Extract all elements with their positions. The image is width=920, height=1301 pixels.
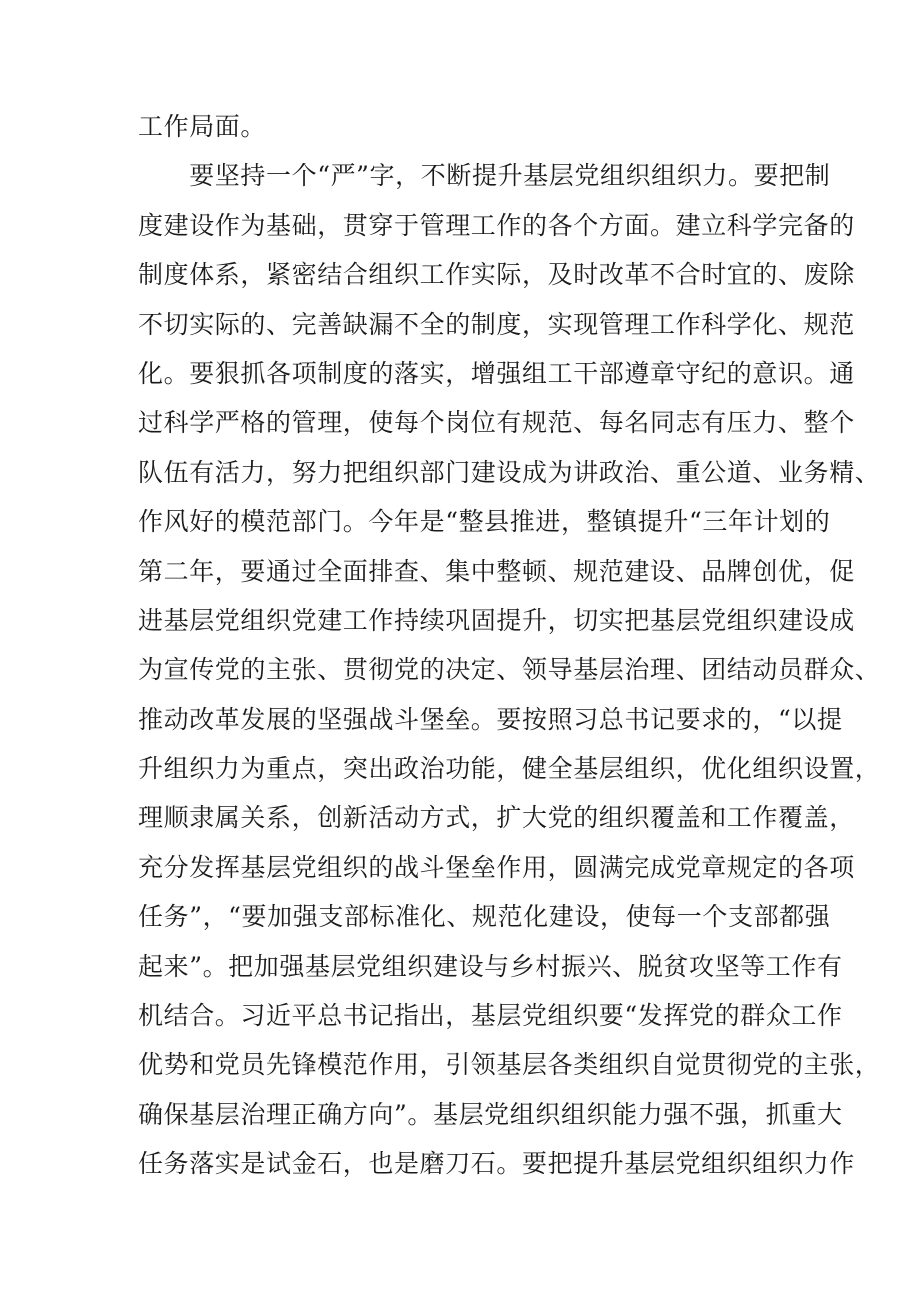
text-line: 要坚持一个“严”字，不断提升基层党组织组织力。要把制 — [138, 161, 831, 191]
text-line: 起来”。把加强基层党组织建设与乡村振兴、脱贫攻坚等工作有 — [138, 951, 843, 981]
body-text — [138, 102, 881, 1189]
text-line: 优势和党员先锋模范作用，引领基层各类组织自觉贯彻党的主张， — [138, 1050, 881, 1080]
text-line: 推动改革发展的坚强战斗堡垒。要按照习总书记要求的，“以提 — [138, 704, 843, 734]
text-line: 机结合。习近平总书记指出，基层党组织要“发挥党的群众工作 — [138, 1001, 843, 1031]
text-line: 充分发挥基层党组织的战斗堡垒作用，圆满完成党章规定的各项 — [138, 852, 855, 882]
text-line: 升组织力为重点，突出政治功能，健全基层组织，优化组织设置， — [138, 754, 881, 784]
text-line: 第二年，要通过全面排查、集中整顿、规范建设、品牌创优，促 — [138, 556, 855, 586]
text-line: 理顺隶属关系，创新活动方式，扩大党的组织覆盖和工作覆盖， — [138, 803, 855, 833]
text-line: 确保基层治理正确方向”。基层党组织组织能力强不强，抓重大 — [138, 1099, 843, 1129]
text-line: 制度体系，紧密结合组织工作实际，及时改革不合时宜的、废除 — [138, 260, 855, 290]
text-line: 任务”，“要加强支部标准化、规范化建设，使每一个支部都强 — [138, 902, 831, 932]
text-line: 化。要狠抓各项制度的落实，增强组工干部遵章守纪的意识。通 — [138, 358, 855, 388]
text-line: 过科学严格的管理，使每个岗位有规范、每名同志有压力、整个 — [138, 408, 855, 438]
text-line: 工作局面。 — [138, 112, 267, 141]
text-line: 作风好的模范部门。今年是“整县推进，整镇提升“三年计划的 — [138, 507, 831, 537]
text-line: 队伍有活力，努力把组织部门建设成为讲政治、重公道、业务精、 — [138, 457, 881, 487]
text-line: 进基层党组织党建工作持续巩固提升，切实把基层党组织建设成 — [138, 605, 855, 635]
text-line: 不切实际的、完善缺漏不全的制度，实现管理工作科学化、规范 — [138, 309, 855, 339]
text-line: 度建设作为基础，贯穿于管理工作的各个方面。建立科学完备的 — [138, 210, 855, 240]
text-line: 为宣传党的主张、贯彻党的决定、领导基层治理、团结动员群众、 — [138, 655, 881, 685]
text-line: 任务落实是试金石，也是磨刀石。要把提升基层党组织组织力作 — [138, 1149, 855, 1179]
